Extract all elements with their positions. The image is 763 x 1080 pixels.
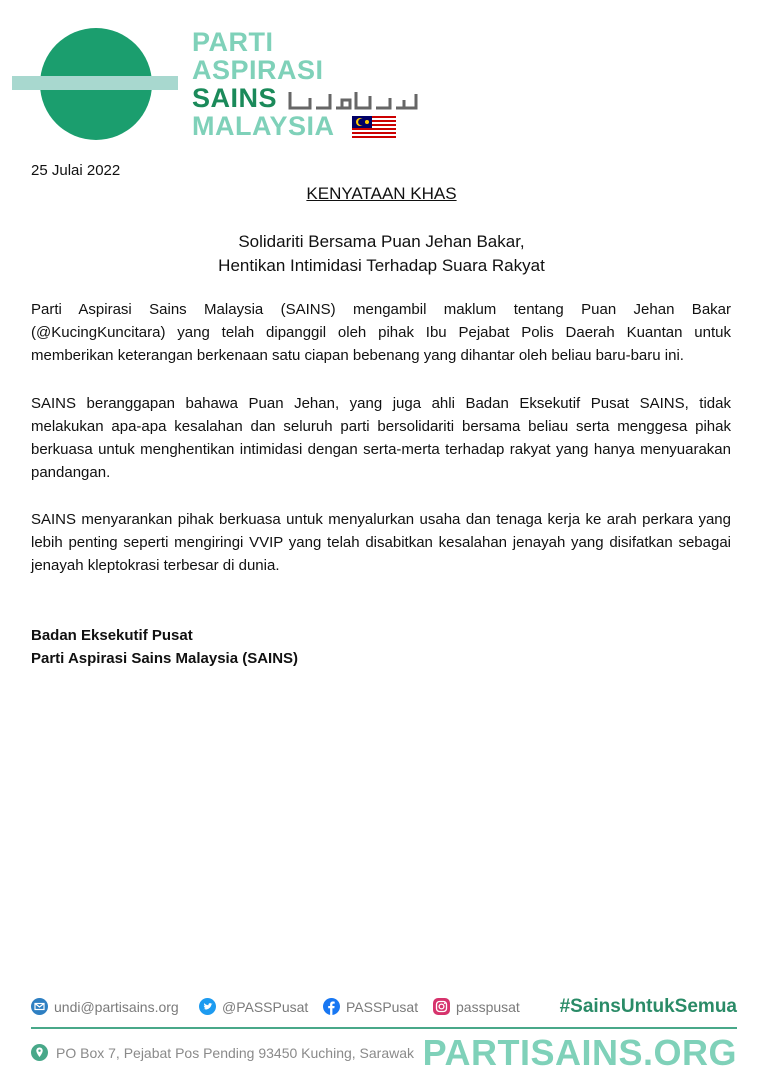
footer-website[interactable]: PARTISAINS.ORG xyxy=(422,1032,737,1073)
footer-twitter[interactable] xyxy=(199,998,308,1015)
footer-facebook-text: PASSPusat xyxy=(346,998,419,1015)
document-date: 25 Julai 2022 xyxy=(31,162,121,179)
logo-line-aspirasi: ASPIRASI xyxy=(192,55,324,85)
footer-email-text: undi@partisains.org xyxy=(54,998,179,1015)
party-logo xyxy=(12,28,432,146)
paragraph-2: SAINS beranggapan bahawa Puan Jehan, yang juga ahli Badan Eksekutif Pusat SAINS, tidak melakukan apa-apa kesalahan dan seluruh parti bersolidariti bersama beliau serta menggesa pihak berkuasa untuk menghentikan intimidasi dengan serta-merta terhadap rakyat yang hanya menyuarakan pandangan. xyxy=(31,395,731,481)
document-subtitle xyxy=(0,230,763,278)
document-heading: KENYATAAN KHAS xyxy=(306,184,457,203)
jawi-script-icon xyxy=(286,88,422,114)
logo-line-malaysia: MALAYSIA xyxy=(192,111,335,141)
logo-wordmark xyxy=(192,28,335,140)
email-icon xyxy=(31,998,48,1015)
logo-line-parti: PARTI xyxy=(192,27,274,57)
facebook-icon xyxy=(323,998,340,1015)
subtitle-line-2: Hentikan Intimidasi Terhadap Suara Rakyat xyxy=(218,256,545,275)
footer-divider xyxy=(31,1027,737,1029)
paragraph-1: Parti Aspirasi Sains Malaysia (SAINS) mengambil maklum tentang Puan Jehan Bakar (@KucingKuncitara) yang telah dipanggil oleh pihak Ibu Pejabat Polis Daerah Kuantan untuk memberikan keterangan berkenaan satu ciapan bebenang yang dihantar oleh beliau baru-baru ini. xyxy=(31,301,731,364)
signature-line-1: Badan Eksekutif Pusat xyxy=(31,627,193,644)
footer-instagram[interactable] xyxy=(433,998,520,1015)
paragraph-3: SAINS menyarankan pihak berkuasa untuk menyalurkan usaha dan tenaga kerja ke arah perkara yang lebih penting seperti mengiringi VVIP yang telah disabitkan kesalahan jenayah yang disifatkan sebagai jenayah kleptokrasi terbesar di dunia. xyxy=(31,511,731,574)
subtitle-line-1: Solidariti Bersama Puan Jehan Bakar, xyxy=(238,232,525,251)
signature-block xyxy=(31,624,298,670)
footer-twitter-text: @PASSPusat xyxy=(222,998,309,1015)
footer-facebook[interactable] xyxy=(323,998,418,1015)
footer-address-text: PO Box 7, Pejabat Pos Pending 93450 Kuching, Sarawak xyxy=(56,1044,415,1061)
footer-instagram-text: passpusat xyxy=(456,998,520,1015)
malaysia-flag-icon xyxy=(352,116,396,138)
footer-contacts xyxy=(31,996,737,1022)
signature-line-2: Parti Aspirasi Sains Malaysia (SAINS) xyxy=(31,650,299,667)
footer-hashtag: #SainsUntukSemua xyxy=(559,996,737,1017)
instagram-icon xyxy=(433,998,450,1015)
location-icon xyxy=(31,1044,48,1061)
logo-line-sains: SAINS xyxy=(192,83,278,113)
twitter-icon xyxy=(199,998,216,1015)
footer-email[interactable] xyxy=(31,998,179,1015)
footer-address xyxy=(31,1044,414,1061)
logo-bar xyxy=(12,76,178,90)
